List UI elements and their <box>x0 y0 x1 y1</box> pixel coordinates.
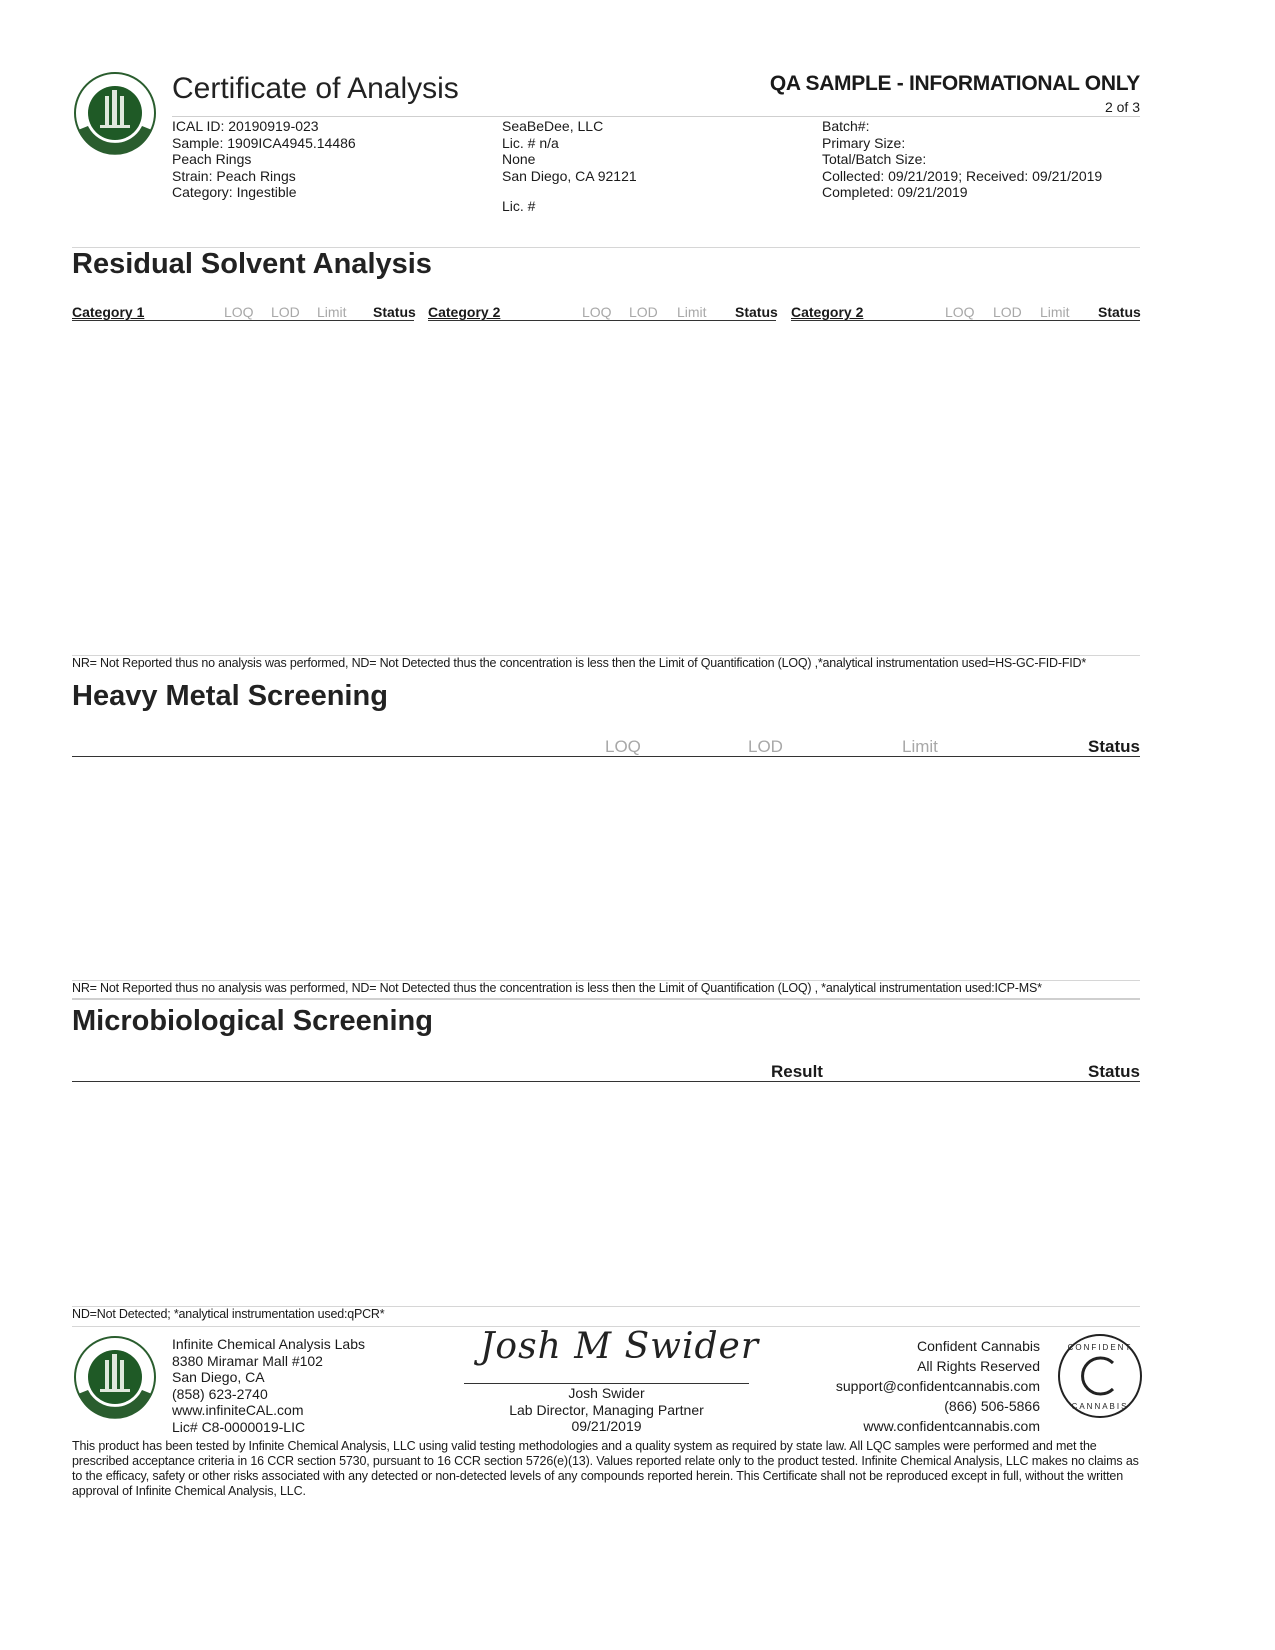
collected-received: Collected: 09/21/2019; Received: 09/21/2019 <box>822 167 1103 184</box>
client-name: SeaBeDee, LLC <box>502 118 604 134</box>
cc-website: www.confidentcannabis.com <box>863 1418 1040 1434</box>
cc-phone: (866) 506-5866 <box>944 1398 1040 1414</box>
rs-col3-limit: Limit <box>1040 304 1070 320</box>
rs-col2-loq: LOQ <box>582 304 612 320</box>
primary-size: Primary Size: <box>822 134 906 151</box>
sign-date: 09/21/2019 <box>571 1418 642 1434</box>
rs-note: NR= Not Reported thus no analysis was performed, ND= Not Detected thus the concentration is less then the Limit of Quantification (LOQ) ,*analytical instrumentation used=HS-GC-FID-FID* <box>72 656 1087 670</box>
cc-rights: All Rights Reserved <box>917 1358 1040 1374</box>
lab-name: Infinite Chemical Analysis Labs <box>172 1336 365 1352</box>
strain: Strain: Peach Rings <box>172 167 296 184</box>
hm-rule <box>72 756 1140 757</box>
client-info <box>502 118 637 215</box>
total-batch-size: Total/Batch Size: <box>822 151 927 167</box>
confident-cannabis-logo <box>1057 1333 1143 1419</box>
sample-id: Sample: 1909ICA4945.14486 <box>172 134 356 151</box>
completed-date: Completed: 09/21/2019 <box>822 184 968 200</box>
hm-note: NR= Not Reported thus no analysis was performed, ND= Not Detected thus the concentration is less then the Limit of Quantification (LOQ) , *analytical instrumentation used:ICP-MS* <box>72 981 1042 995</box>
signature: Josh M Swider <box>480 1326 760 1367</box>
category: Category: Ingestible <box>172 184 297 200</box>
rs-col1-loq: LOQ <box>224 304 254 320</box>
sample-info <box>172 118 356 201</box>
footer-lab-logo <box>72 1334 158 1420</box>
residual-solvent-title: Residual Solvent Analysis <box>72 248 432 280</box>
rs-col3-loq: LOQ <box>945 304 975 320</box>
client-license: Lic. # n/a <box>502 134 559 151</box>
rs-col3-category: Category 2 <box>791 304 864 320</box>
qa-banner: QA SAMPLE - INFORMATIONAL ONLY <box>769 72 1140 95</box>
rs-col2-category: Category 2 <box>428 304 501 320</box>
cc-email: support@confidentcannabis.com <box>835 1378 1040 1394</box>
disclaimer: This product has been tested by Infinite Chemical Analysis, LLC using valid testing methodologies and a quality system as required by state law. All LQC samples were performed and met the prescribed acceptance criteria in 16 CCR section 5730, pursuant to 16 CCR section 5726(e)(13). Values reported relate only to the product tested. Infinite Chemical Analysis, LLC makes no claims as to the efficacy, safety or other risks associated with any detected or non-detected levels of any compounds reported herein. This Certificate shall not be reproduced except in full, without the written approval of Infinite Chemical Analysis, LLC. <box>72 1439 1139 1498</box>
rs-col1-rule <box>72 320 414 321</box>
lab-contact <box>172 1336 365 1435</box>
hm-limit: Limit <box>902 737 938 756</box>
lab-address: 8380 Miramar Mall #102 <box>172 1352 323 1369</box>
rs-col2-limit: Limit <box>677 304 707 320</box>
hm-lod: LOD <box>748 737 783 756</box>
rs-col2-rule <box>428 320 776 321</box>
batch-number: Batch#: <box>822 118 870 134</box>
cc-name: Confident Cannabis <box>917 1338 1040 1354</box>
header-divider-top <box>172 116 1140 117</box>
micro-status: Status <box>1088 1062 1140 1081</box>
cc-contact <box>836 1336 1040 1436</box>
signer-title: Lab Director, Managing Partner <box>509 1401 704 1418</box>
micro-result: Result <box>771 1062 823 1081</box>
hm-loq: LOQ <box>605 737 641 756</box>
client-address: San Diego, CA 92121 <box>502 167 637 184</box>
rs-col1-status: Status <box>373 304 416 320</box>
rs-col3-lod: LOD <box>993 304 1022 320</box>
micro-note: ND=Not Detected; *analytical instrumentation used:qPCR* <box>72 1307 385 1321</box>
client-line-3: None <box>502 151 536 167</box>
lab-website: www.infiniteCAL.com <box>172 1402 304 1418</box>
page-number: 2 of 3 <box>1104 99 1140 115</box>
rs-col2-lod: LOD <box>629 304 658 320</box>
rs-col1-lod: LOD <box>271 304 300 320</box>
rs-col1-limit: Limit <box>317 304 347 320</box>
lab-phone: (858) 623-2740 <box>172 1385 268 1402</box>
signature-line <box>464 1383 749 1384</box>
lab-logo <box>72 70 158 156</box>
svg-text:CONFIDENT: CONFIDENT <box>1067 1343 1133 1352</box>
ical-id: ICAL ID: 20190919-023 <box>172 118 319 134</box>
rs-col1-category: Category 1 <box>72 304 145 320</box>
client-lic-2: Lic. # <box>502 198 536 214</box>
hm-status: Status <box>1088 737 1140 756</box>
signer-name: Josh Swider <box>568 1385 645 1401</box>
rs-col2-status: Status <box>735 304 778 320</box>
hm-note-divider-bottom <box>72 998 1140 1000</box>
signer-block <box>464 1385 749 1435</box>
sample-name: Peach Rings <box>172 151 252 167</box>
batch-info <box>822 118 1102 201</box>
rs-col3-rule <box>791 320 1140 321</box>
svg-text:CANNABIS: CANNABIS <box>1071 1402 1129 1411</box>
lab-city: San Diego, CA <box>172 1369 265 1385</box>
page-title: Certificate of Analysis <box>172 72 459 105</box>
heavy-metal-title: Heavy Metal Screening <box>72 680 388 712</box>
lab-license: Lic# C8-0000019-LIC <box>172 1418 306 1435</box>
rs-col3-status: Status <box>1098 304 1141 320</box>
micro-rule <box>72 1081 1140 1082</box>
micro-title: Microbiological Screening <box>72 1005 433 1037</box>
